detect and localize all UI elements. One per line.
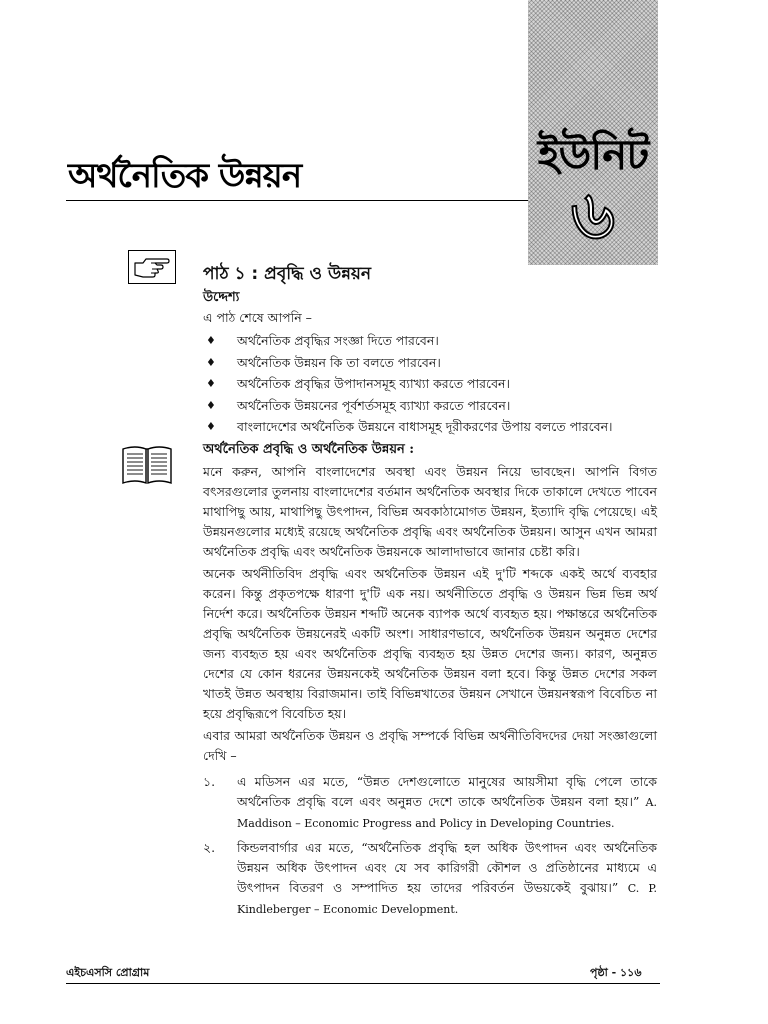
definition-item <box>203 772 657 834</box>
definition-number: ১. <box>203 773 216 789</box>
definition-citation: C. P. Kindleberger – Economic Development. <box>237 881 657 916</box>
title-divider <box>66 200 528 201</box>
footer-program: এইচএসসি প্রোগ্রাম <box>66 966 150 979</box>
list-item: ♦ অর্থনৈতিক প্রবৃদ্ধির উপাদানসমূহ ব্যাখ্যা করতে পারবেন। <box>203 373 657 395</box>
definition-text: কিন্ডলবার্গার এর মতে, “অর্থনৈতিক প্রবৃদ্ধি হল অধিক উৎপাদন এবং অর্থনৈতিক উন্নয়ন অধিক উৎপাদন এবং যে সব কারিগরী কৌশল ও প্রতিষ্ঠানের মাধ্যমে এ উৎপাদন বিতরণ ও সম্পাদিত হয় তাদের পরিবর্তন উভয়কেই বুঝায়।” <box>237 839 657 895</box>
pointing-hand-icon <box>128 250 176 284</box>
paragraph: অনেক অর্থনীতিবিদ প্রবৃদ্ধি এবং অর্থনৈতিক উন্নয়ন এই দু'টি শব্দকে একই অর্থে ব্যবহার করেন। কিন্তু প্রকৃতপক্ষে ধারণা দু'টি এক নয়। অর্থনীতিতে প্রবৃদ্ধি ও উন্নয়ন ভিন্ন ভিন্ন অর্থ নির্দেশ করে। অর্থনৈতিক উন্নয়ন শব্দটি অনেক ব্যাপক অর্থে ব্যবহৃত হয়। পক্ষান্তরে অর্থনৈতিক প্রবৃদ্ধি অর্থনৈতিক উন্নয়নেরই একটি অংশ। সাধারণভাবে, অর্থনৈতিক উন্নয়ন অনুন্নত দেশের জন্য ব্যবহৃত হয় এবং অর্থনৈতিক প্রবৃদ্ধি ব্যবহৃত হয় উন্নত দেশের জন্য। কারণ, অনুন্নত দেশের যে কোন ধরনের উন্নয়নকেই অর্থনৈতিক উন্নয়ন বলা হবে। কিন্তু উন্নত দেশের সকল খাতই উন্নত অবস্থায় বিরাজমান। তাই বিভিন্নখাতের উন্নয়ন সেখানে উন্নয়নস্বরূপ বিবেচিত না হয়ে প্রবৃদ্ধিরূপে বিবেচিত হয়। <box>203 565 657 721</box>
footer-divider <box>66 983 660 984</box>
diamond-bullet-icon: ♦ <box>206 398 216 412</box>
section-heading: অর্থনৈতিক প্রবৃদ্ধি ও অর্থনৈতিক উন্নয়ন : <box>203 441 415 457</box>
list-item: ♦ অর্থনৈতিক প্রবৃদ্ধির সংজ্ঞা দিতে পারবেন। <box>203 330 657 352</box>
list-item: ♦ বাংলাদেশের অর্থনৈতিক উন্নয়নে বাধাসমূহ দূরীকরণের উপায় বলতে পারবেন। <box>203 416 657 438</box>
objectives-list <box>203 330 657 438</box>
definition-number: ২. <box>203 839 216 855</box>
diamond-bullet-icon: ♦ <box>206 334 216 347</box>
paragraph: এবার আমরা অর্থনৈতিক উন্নয়ন ও প্রবৃদ্ধি সম্পর্কে বিভিন্ন অর্থনীতিবিদদের দেয়া সংজ্ঞাগুলো দেখি – <box>203 727 657 763</box>
diamond-bullet-icon: ♦ <box>206 377 216 390</box>
diamond-bullet-icon: ♦ <box>206 420 216 433</box>
unit-banner <box>528 0 658 265</box>
definition-text: এ মডিসন এর মতে, “উন্নত দেশগুলোতে মানুষের আয়সীমা বৃদ্ধি পেলে তাকে অর্থনৈতিক প্রবৃদ্ধি বলে এবং অনুন্নত দেশে তাকে অর্থনৈতিক উন্নয়ন বলা হয়।” <box>237 773 657 809</box>
open-book-icon <box>120 443 174 487</box>
list-item: ♦ অর্থনৈতিক উন্নয়ন কি তা বলতে পারবেন। <box>203 352 657 374</box>
chapter-title: অর্থনৈতিক উন্নয়ন <box>68 156 302 196</box>
objectives-heading: উদ্দেশ্য <box>203 290 240 305</box>
diamond-bullet-icon: ♦ <box>206 355 216 369</box>
definitions-list <box>203 772 657 920</box>
definition-item <box>203 838 657 920</box>
objectives-intro: এ পাঠ শেষে আপনি – <box>203 310 312 325</box>
definition-citation: A. Maddison – Economic Progress and Policy in Developing Countries. <box>237 795 657 830</box>
unit-label: ইউনিট <box>537 130 649 179</box>
unit-number: ৬ <box>570 174 616 256</box>
main-content <box>203 262 657 924</box>
paragraph: মনে করুন, আপনি বাংলাদেশের অবস্থা এবং উন্নয়ন নিয়ে ভাবছেন। আপনি বিগত বৎসরগুলোর তুলনায় বাংলাদেশের বর্তমান অর্থনৈতিক অবস্থার দিকে তাকালে দেখতে পাবেন মাথাপিছু আয়, মাথাপিছু উৎপাদন, বিভিন্ন অবকাঠামোগত উন্নয়ন, ইত্যাদি বৃদ্ধি পেয়েছে। এই উন্নয়নগুলোর মধ্যেই রয়েছে অর্থনৈতিক প্রবৃদ্ধি এবং অর্থনৈতিক উন্নয়ন। আসুন এখন আমরা অর্থনৈতিক প্রবৃদ্ধি এবং অর্থনৈতিক উন্নয়নকে আলাদাভাবে জানার চেষ্টা করি। <box>203 463 657 559</box>
list-item: ♦ অর্থনৈতিক উন্নয়নের পূর্বশর্তসমূহ ব্যাখ্যা করতে পারবেন। <box>203 395 657 417</box>
lesson-title: পাঠ ১ : প্রবৃদ্ধি ও উন্নয়ন <box>203 264 372 284</box>
page-number: পৃষ্ঠা - ১১৬ <box>590 966 642 979</box>
